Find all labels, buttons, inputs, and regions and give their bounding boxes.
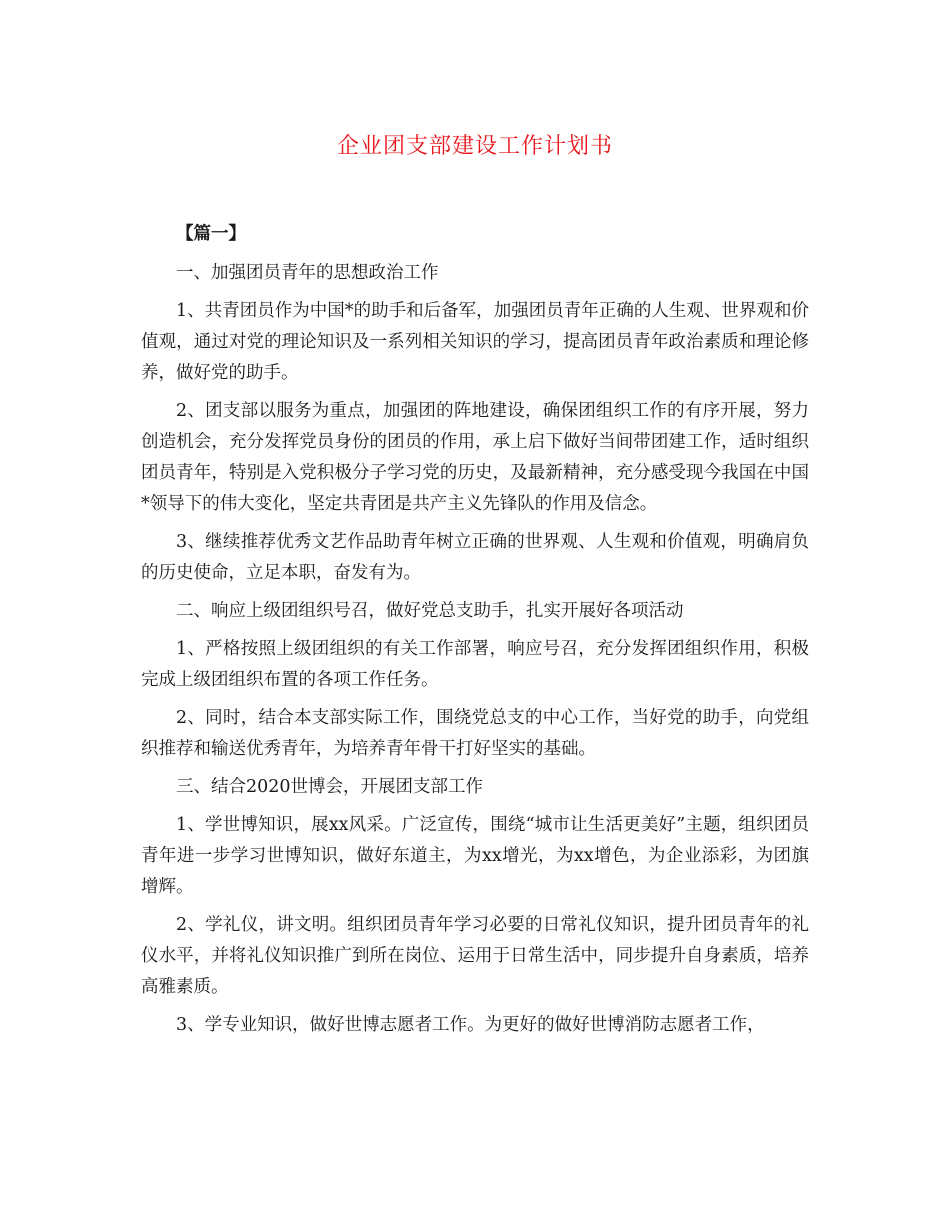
paragraph: 2、同时，结合本支部实际工作，围绕党总支的中心工作，当好党的助手，向党组织推荐和输送优秀青年，为培养青年骨干打好坚实的基础。 xyxy=(141,708,809,759)
paragraph: 3、继续推荐优秀文艺作品助青年树立正确的世界观、人生观和价值观，明确肩负的历史使命，立足本职，奋发有为。 xyxy=(141,532,809,583)
paragraph: 1、学世博知识，展xx风采。广泛宣传，围绕“城市让生活更美好”主题，组织团员青年进一步学习世博知识，做好东道主，为xx增光，为xx增色，为企业添彩，为团旗增辉。 xyxy=(141,815,809,897)
paragraph: 1、共青团员作为中国*的助手和后备军，加强团员青年正确的人生观、世界观和价值观，通过对党的理论知识及一系列相关知识的学习，提高团员青年政治素质和理论修养，做好党的助手。 xyxy=(141,301,809,383)
document-title: 企业团支部建设工作计划书 xyxy=(336,134,613,159)
section-marker: 【篇一】 xyxy=(176,224,246,244)
heading-2: 二、响应上级团组织号召，做好党总支助手，扎实开展好各项活动 xyxy=(176,601,684,621)
heading-3: 三、结合2020世博会，开展团支部工作 xyxy=(176,777,484,797)
paragraph: 3、学专业知识，做好世博志愿者工作。为更好的做好世博消防志愿者工作， xyxy=(176,1015,765,1035)
paragraph: 1、严格按照上级团组织的有关工作部署，响应号召，充分发挥团组织作用，积极完成上级团组织布置的各项工作任务。 xyxy=(141,639,809,690)
heading-1: 一、加强团员青年的思想政治工作 xyxy=(176,263,439,283)
document-body xyxy=(141,219,809,1048)
paragraph: 2、团支部以服务为重点，加强团的阵地建设，确保团组织工作的有序开展，努力创造机会，充分发挥党员身份的团员的作用，承上启下做好当间带团建工作，适时组织团员青年，特别是入党积极分子学习党的历史，及最新精神，充分感受现今我国在中国*领导下的伟大变化，坚定共青团是共产主义先锋队的作用及信念。 xyxy=(141,401,809,514)
paragraph: 2、学礼仪，讲文明。组织团员青年学习必要的日常礼仪知识，提升团员青年的礼仪水平，并将礼仪知识推广到所在岗位、运用于日常生活中，同步提升自身素质，培养高雅素质。 xyxy=(141,915,809,997)
